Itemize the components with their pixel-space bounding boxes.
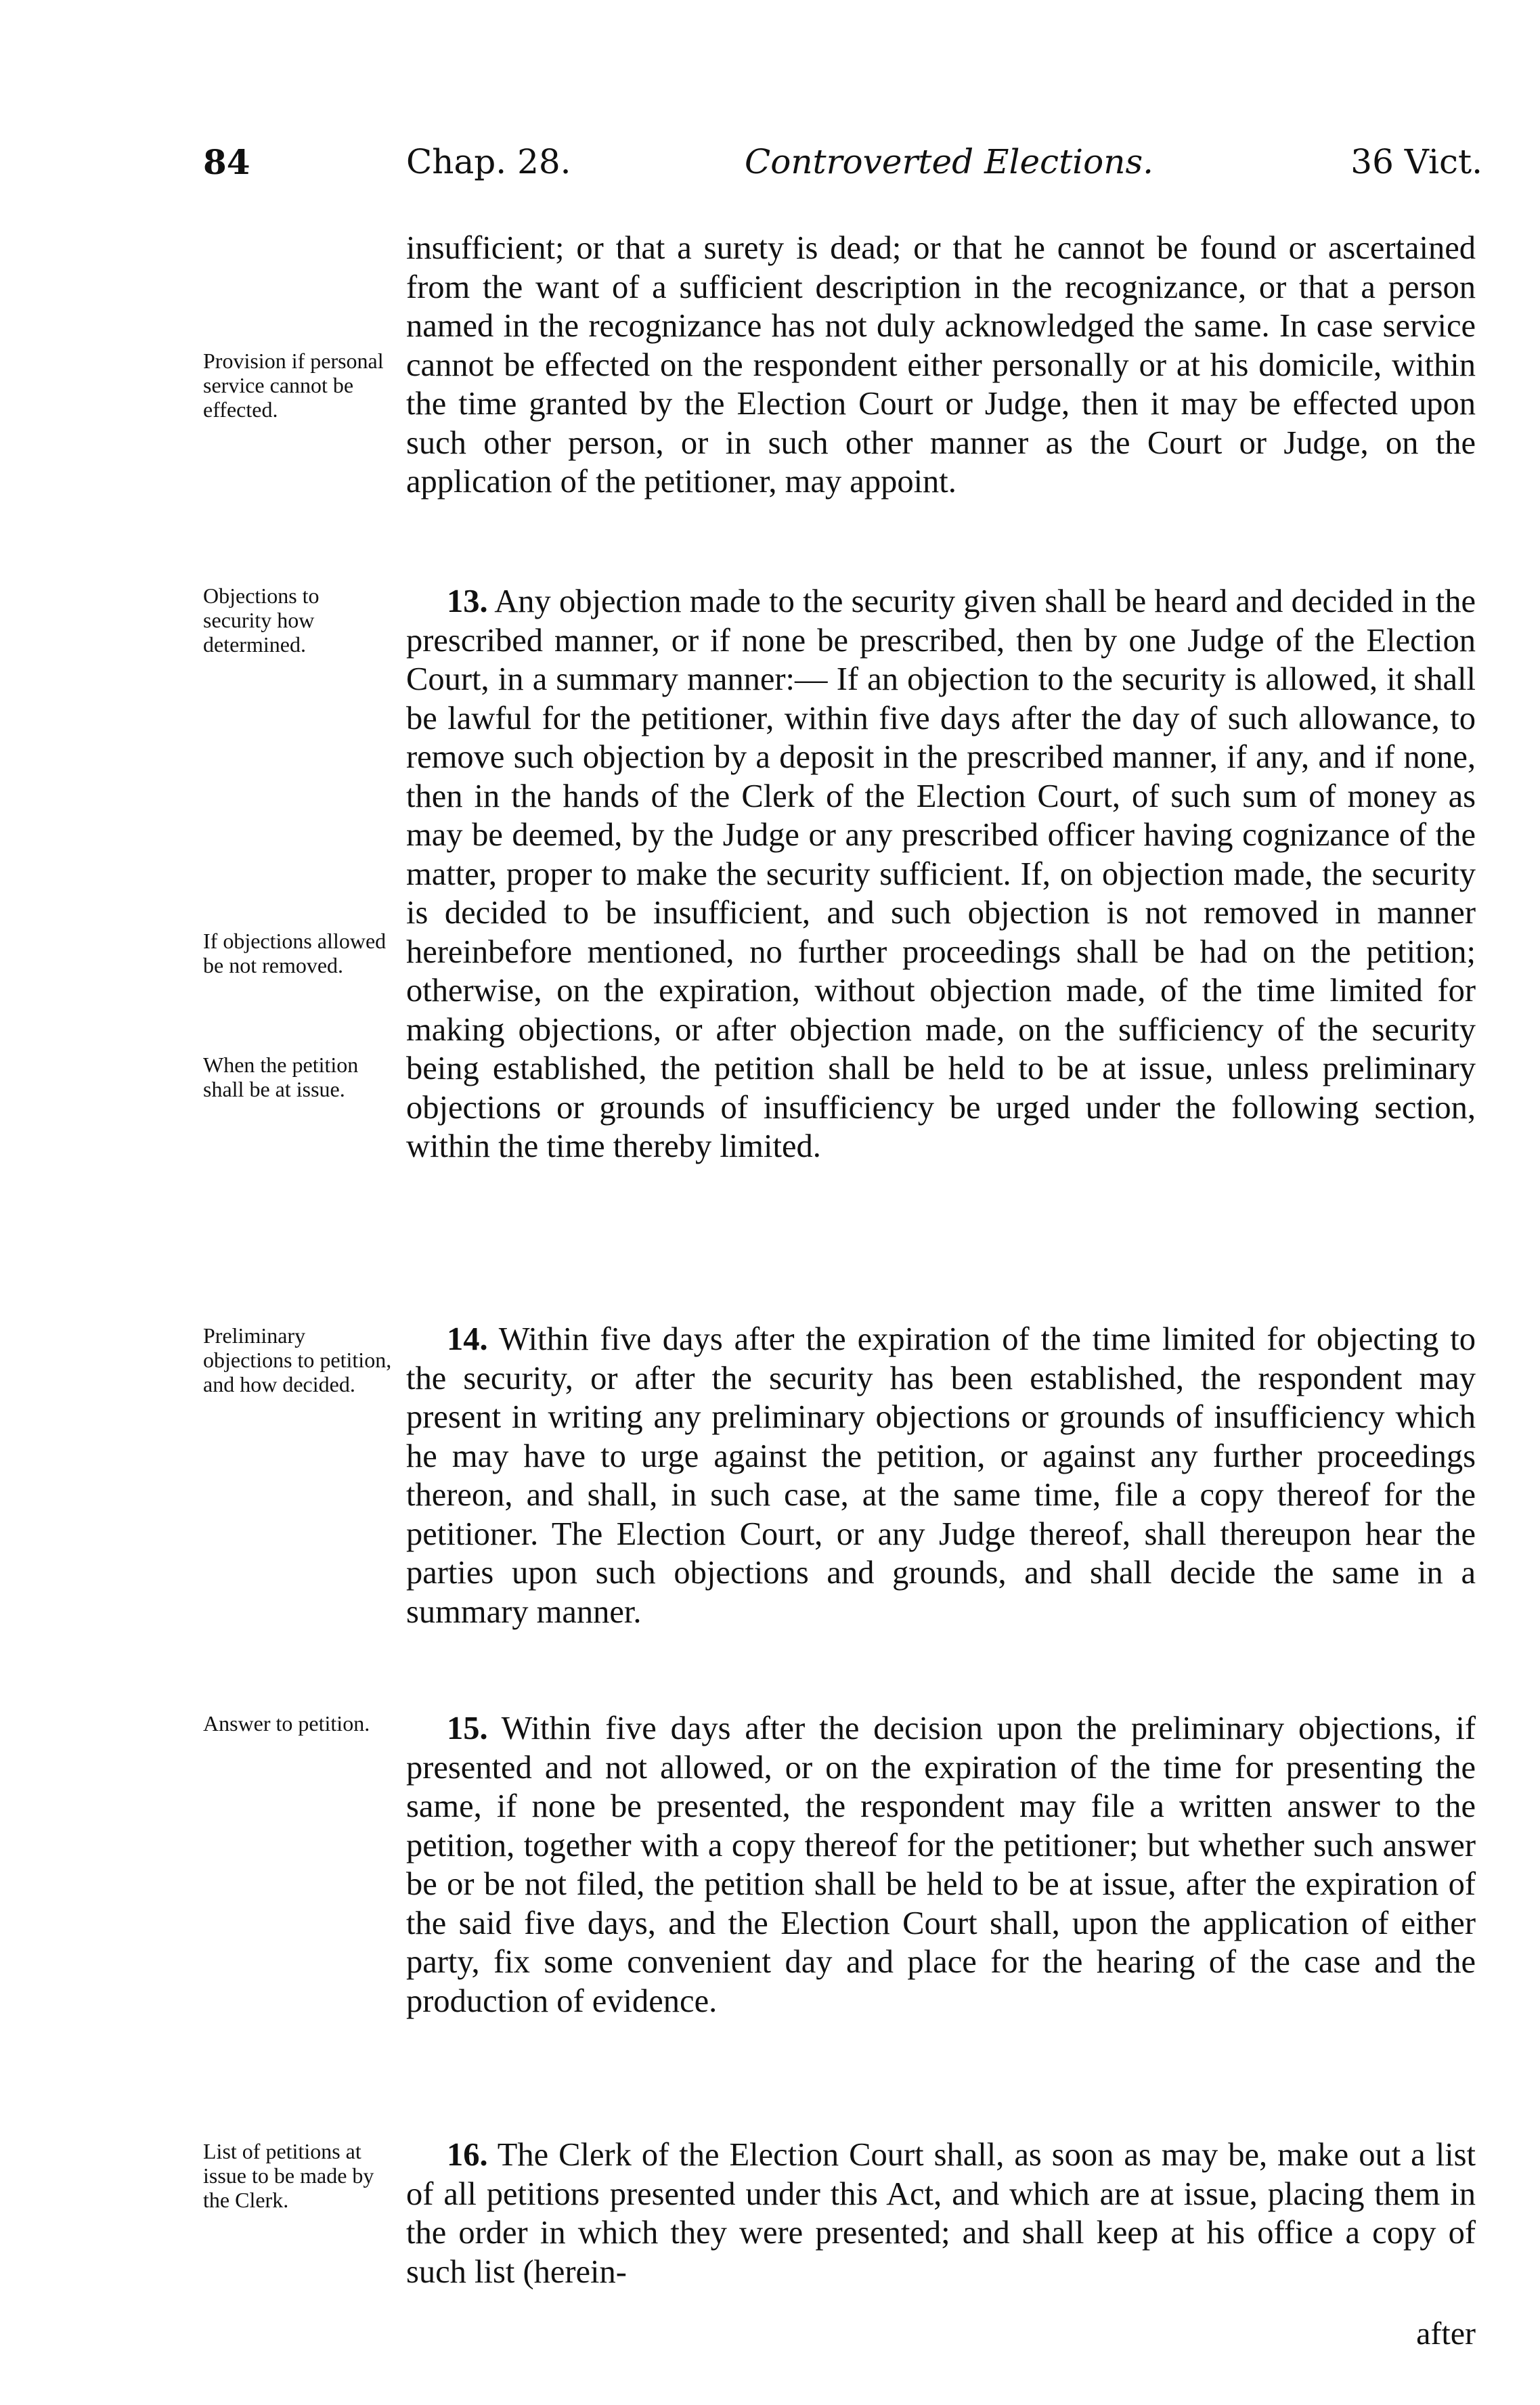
regnal-year: 36 Vict. bbox=[1350, 142, 1482, 181]
section-continuation bbox=[406, 229, 1476, 502]
margin-note-answer: Answer to petition. bbox=[203, 1711, 370, 1736]
section-13 bbox=[406, 582, 1476, 1166]
running-header bbox=[203, 142, 1482, 190]
section-text: Within five days after the decision upon the preliminary objections, if presented and not allowed, or on the expiration of the time for presenting the same, if none be presented, the respondent may file a written answer to the petition, together with a copy thereof for the petitioner; but whether such answer be or be not filed, the petition shall be held to be at issue, after the expiration of the said five days, and the Election Court shall, upon the application of either party, fix some convenient day and place for the hearing of the case and the production of evidence. bbox=[406, 1711, 1476, 2019]
chapter-label: Chap. 28. bbox=[406, 142, 571, 181]
section-text: The Clerk of the Election Court shall, as soon as may be, make out a list of all petitions presented under this Act, and which are at issue, placing them in the order in which they were presented; and shall keep at his office a copy of such list (herein- bbox=[406, 2137, 1476, 2290]
section-number: 15. bbox=[447, 1711, 488, 1746]
section-14 bbox=[406, 1320, 1476, 1631]
section-16-paragraph bbox=[406, 2136, 1476, 2291]
section-text: Any objection made to the security given shall be heard and decided in the prescribed manner, or if none be prescribed, then by one Judge of the Election Court, in a summary manner:— If an objection to the security is allowed, it shall be lawful for the petitioner, within five days after the day of such allowance, to remove such objection by a deposit in the prescribed manner, if any, and if none, then in the hands of the Clerk of the Election Court, of such sum of money as may be deemed, by the Judge or any prescribed officer having cognizance of the matter, proper to make the security sufficient. If, on objection made, the security is decided to be insufficient, and such objection is not removed in manner hereinbefore mentioned, no further proceedings shall be had on the petition; otherwise, on the expiration, without objection made, of the time limited for making objections, or after objection made, on the sufficiency of the security being established, the petition shall be held to be at issue, unless preliminary objections or grounds of insufficiency be urged under the following section, within the time thereby limited. bbox=[406, 583, 1476, 1164]
section-number: 14. bbox=[447, 1321, 488, 1357]
margin-note-at-issue: When the petition shall be at issue. bbox=[203, 1053, 359, 1101]
section-text: Within five days after the expiration of the time limited for objecting to the security, or after the security has been established, the respondent may present in writing any preliminary objections or grounds of insufficiency which he may have to urge against the petition, or against any further proceedings thereon, and shall, in such case, at the same time, file a copy thereof for the petitioner. The Election Court, or any Judge thereof, shall thereupon hear the parties upon such objections and grounds, and shall decide the same in a summary manner. bbox=[406, 1321, 1476, 1630]
section-number: 16. bbox=[447, 2137, 488, 2173]
margin-note-objections: Objections to security how determined. bbox=[203, 583, 320, 657]
continuation-text: insufficient; or that a surety is dead; or that he cannot be found or ascertained from the want of a sufficient description in the recognizance, or that a person named in the recognizance has not duly acknowledged the same. In case service cannot be effected on the respondent either personally or at his domicile, within the time granted by the Election Court or Judge, then it may be effected upon such other person, or in such other manner as the Court or Judge, on the application of the petitioner, may appoint. bbox=[406, 230, 1476, 500]
section-14-paragraph bbox=[406, 1320, 1476, 1631]
running-title: Controverted Elections. bbox=[745, 142, 1154, 181]
section-16 bbox=[406, 2136, 1476, 2291]
catchword: after bbox=[1416, 2316, 1476, 2352]
margin-note-provision: Provision if personal service cannot be effected. bbox=[203, 349, 384, 422]
section-15 bbox=[406, 1709, 1476, 2021]
section-13-paragraph bbox=[406, 582, 1476, 1166]
margin-note-list: List of petitions at issue to be made by the Clerk. bbox=[203, 2139, 374, 2212]
page-number: 84 bbox=[203, 142, 250, 182]
section-15-paragraph bbox=[406, 1709, 1476, 2021]
margin-note-not-removed: If objections allowed be not removed. bbox=[203, 929, 387, 977]
section-number: 13. bbox=[447, 583, 488, 619]
margin-note-preliminary: Preliminary objections to petition, and how decided. bbox=[203, 1323, 392, 1396]
